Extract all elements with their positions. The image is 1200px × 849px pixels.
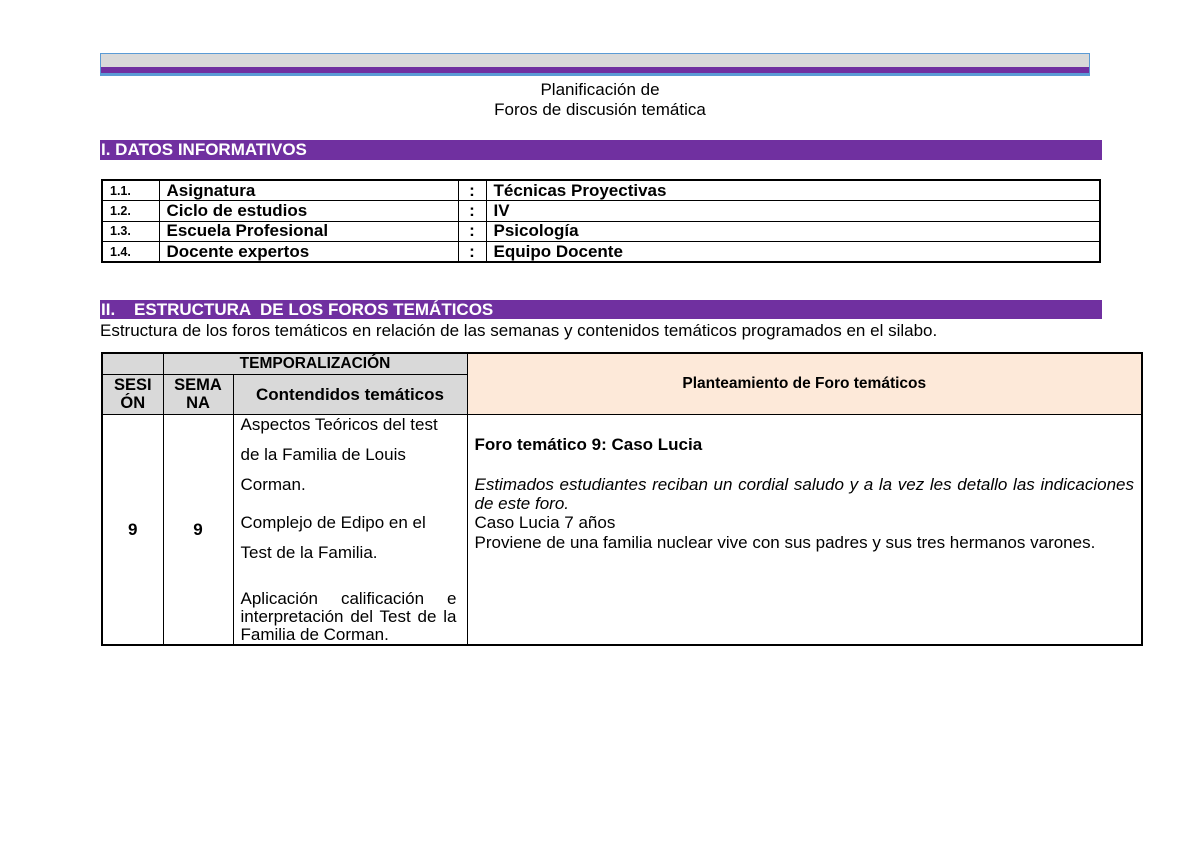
semana-cell: 9 [163,414,233,645]
header-semana-line-2: NA [186,394,210,412]
info-row-label: Asignatura [159,180,458,201]
header-empty-cell [102,353,163,374]
table-header-row-1 [102,353,1142,374]
info-row-docente [102,242,1100,263]
foro-cell [467,414,1142,645]
info-row-separator: : [458,221,486,242]
info-row-ciclo [102,201,1100,222]
header-sesion-line-2: ÓN [120,394,146,412]
info-row-value: IV [486,201,1100,222]
sesion-cell: 9 [102,414,163,645]
section-1-heading: I. DATOS INFORMATIVOS [100,140,1102,160]
info-row-number: 1.3. [102,221,159,242]
title-line-2: Foros de discusión temática [494,100,706,119]
info-row-label: Ciclo de estudios [159,201,458,222]
contenido-item-3: Aplicación calificación e interpretación del Test de la Familia de Corman. [240,588,457,644]
contenido-item-2: Complejo de Edipo en el Test de la Familia. [240,512,426,562]
header-sesion-line-1: SESI [113,376,152,394]
info-row-value: Técnicas Proyectivas [486,180,1100,201]
foro-title: Foro temático 9: Caso Lucia [474,434,703,454]
contenido-item-1: Aspectos Teóricos del test de la Familia de Louis Corman. [240,414,438,494]
header-sesion [102,374,163,414]
foro-description: Proviene de una familia nuclear vive con sus padres y sus tres hermanos varones. [474,532,1096,552]
banner-blue-line [101,73,1089,75]
header-temporalizacion: TEMPORALIZACIÓN [163,353,467,374]
document-title [0,80,1200,120]
header-semana-line-1: SEMA [174,376,222,394]
info-row-number: 1.2. [102,201,159,222]
foro-case: Caso Lucia 7 años [474,512,616,532]
info-row-value: Psicología [486,221,1100,242]
contenidos-cell [233,414,467,645]
info-row-number: 1.1. [102,180,159,201]
info-row-number: 1.4. [102,242,159,263]
header-semana [163,374,233,414]
forum-structure-table [101,352,1143,646]
header-banner [100,53,1090,76]
info-table [101,179,1101,263]
foro-greeting: Estimados estudiantes reciban un cordial saludo y a la vez les detallo las indicaciones de este foro. [474,474,1134,513]
info-row-label: Docente expertos [159,242,458,263]
info-row-separator: : [458,201,486,222]
info-row-separator: : [458,242,486,263]
info-row-asignatura [102,180,1100,201]
info-row-value: Equipo Docente [486,242,1100,263]
title-line-1: Planificación de [540,80,660,99]
header-planteamiento: Planteamiento de Foro temáticos [467,353,1142,414]
table-row [102,414,1142,645]
info-row-escuela [102,221,1100,242]
info-row-label: Escuela Profesional [159,221,458,242]
section-2-intro: Estructura de los foros temáticos en relación de las semanas y contenidos temáticos programados en el silabo. [100,321,938,340]
section-2-heading: II. ESTRUCTURA DE LOS FOROS TEMÁTICOS [100,300,1102,319]
info-row-separator: : [458,180,486,201]
header-contenidos: Contendidos temáticos [233,374,467,414]
